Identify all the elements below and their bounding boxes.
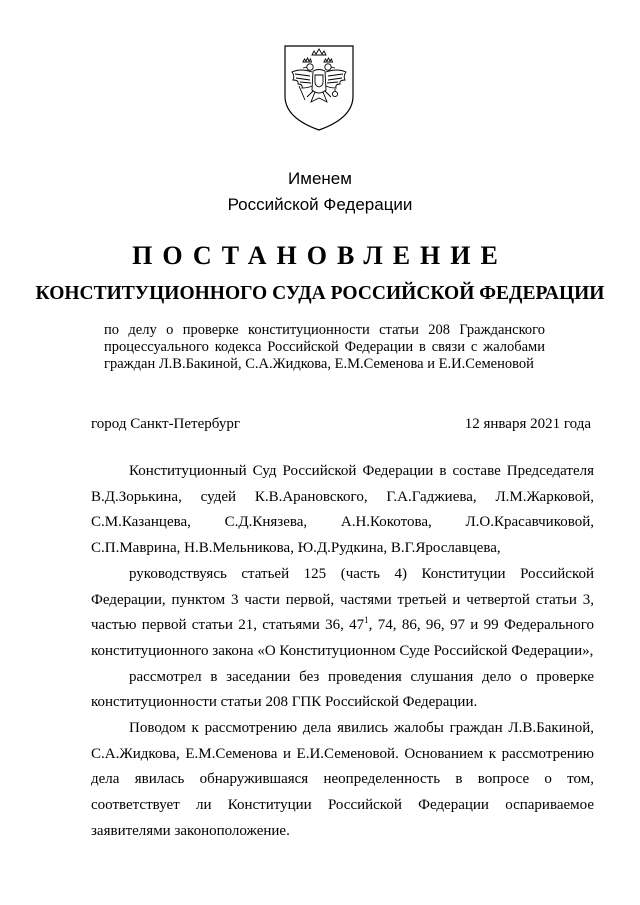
legal-basis-text-start: руководствуясь статьей 125 (часть 4) Конституции Российской Федерации, пунктом 3 части первой, частями третьей и четвертой статьи 3, частью первой статьи 21, статьями 36, 47 bbox=[91, 565, 594, 634]
header-line-2: Российской Федерации bbox=[227, 195, 413, 214]
coat-of-arms-emblem bbox=[279, 42, 359, 134]
document-type-title: ПОСТАНОВЛЕНИЕ bbox=[132, 241, 508, 270]
paragraph-grounds: Поводом к рассмотрению дела явились жалобы граждан Л.В.Бакиной, С.А.Жидкова, Е.М.Семенова и Е.И.Семеновой. Основанием к рассмотрению дела явилась обнаружившаяся неопределенность в вопросе о том, соответствует ли Конституции Российской Федерации оспариваемое заявителями законоположение. bbox=[91, 720, 594, 839]
date-of-issue: 12 января 2021 года bbox=[464, 416, 591, 432]
paragraph-legal-basis bbox=[91, 562, 594, 665]
legal-basis-text-end: , 74, 86, 96, 97 и 99 Федерального конституционного закона «О Конституционном Суде Российской Федерации», bbox=[91, 617, 594, 659]
court-name-title: КОНСТИТУЦИОННОГО СУДА РОССИЙСКОЙ ФЕДЕРАЦИИ bbox=[35, 283, 605, 304]
place-of-issue: город Санкт-Петербург bbox=[91, 416, 240, 432]
article-superscript: 1 bbox=[364, 615, 369, 626]
header-line-1: Именем bbox=[288, 169, 352, 188]
case-subject: по делу о проверке конституционности статьи 208 Гражданского процессуального кодекса Российской Федерации в связи с жалобами граждан Л.В.Бакиной, С.А.Жидкова, Е.М.Семенова и Е.И.Семеновой bbox=[104, 322, 545, 372]
document-body bbox=[91, 459, 594, 845]
paragraph-considered: рассмотрел в заседании без проведения слушания дело о проверке конституционности статьи 208 ГПК Российской Федерации. bbox=[91, 668, 594, 711]
paragraph-composition: Конституционный Суд Российской Федерации в составе Председателя В.Д.Зорькина, судей К.В.Арановского, Г.А.Гаджиева, Л.М.Жарковой, С.М.Казанцева, С.Д.Князева, А.Н.Кокотова, Л.О.Красавчиковой, С.П.Маврина, Н.В.Мельникова, Ю.Д.Рудкина, В.Г.Ярославцева, bbox=[91, 463, 594, 557]
